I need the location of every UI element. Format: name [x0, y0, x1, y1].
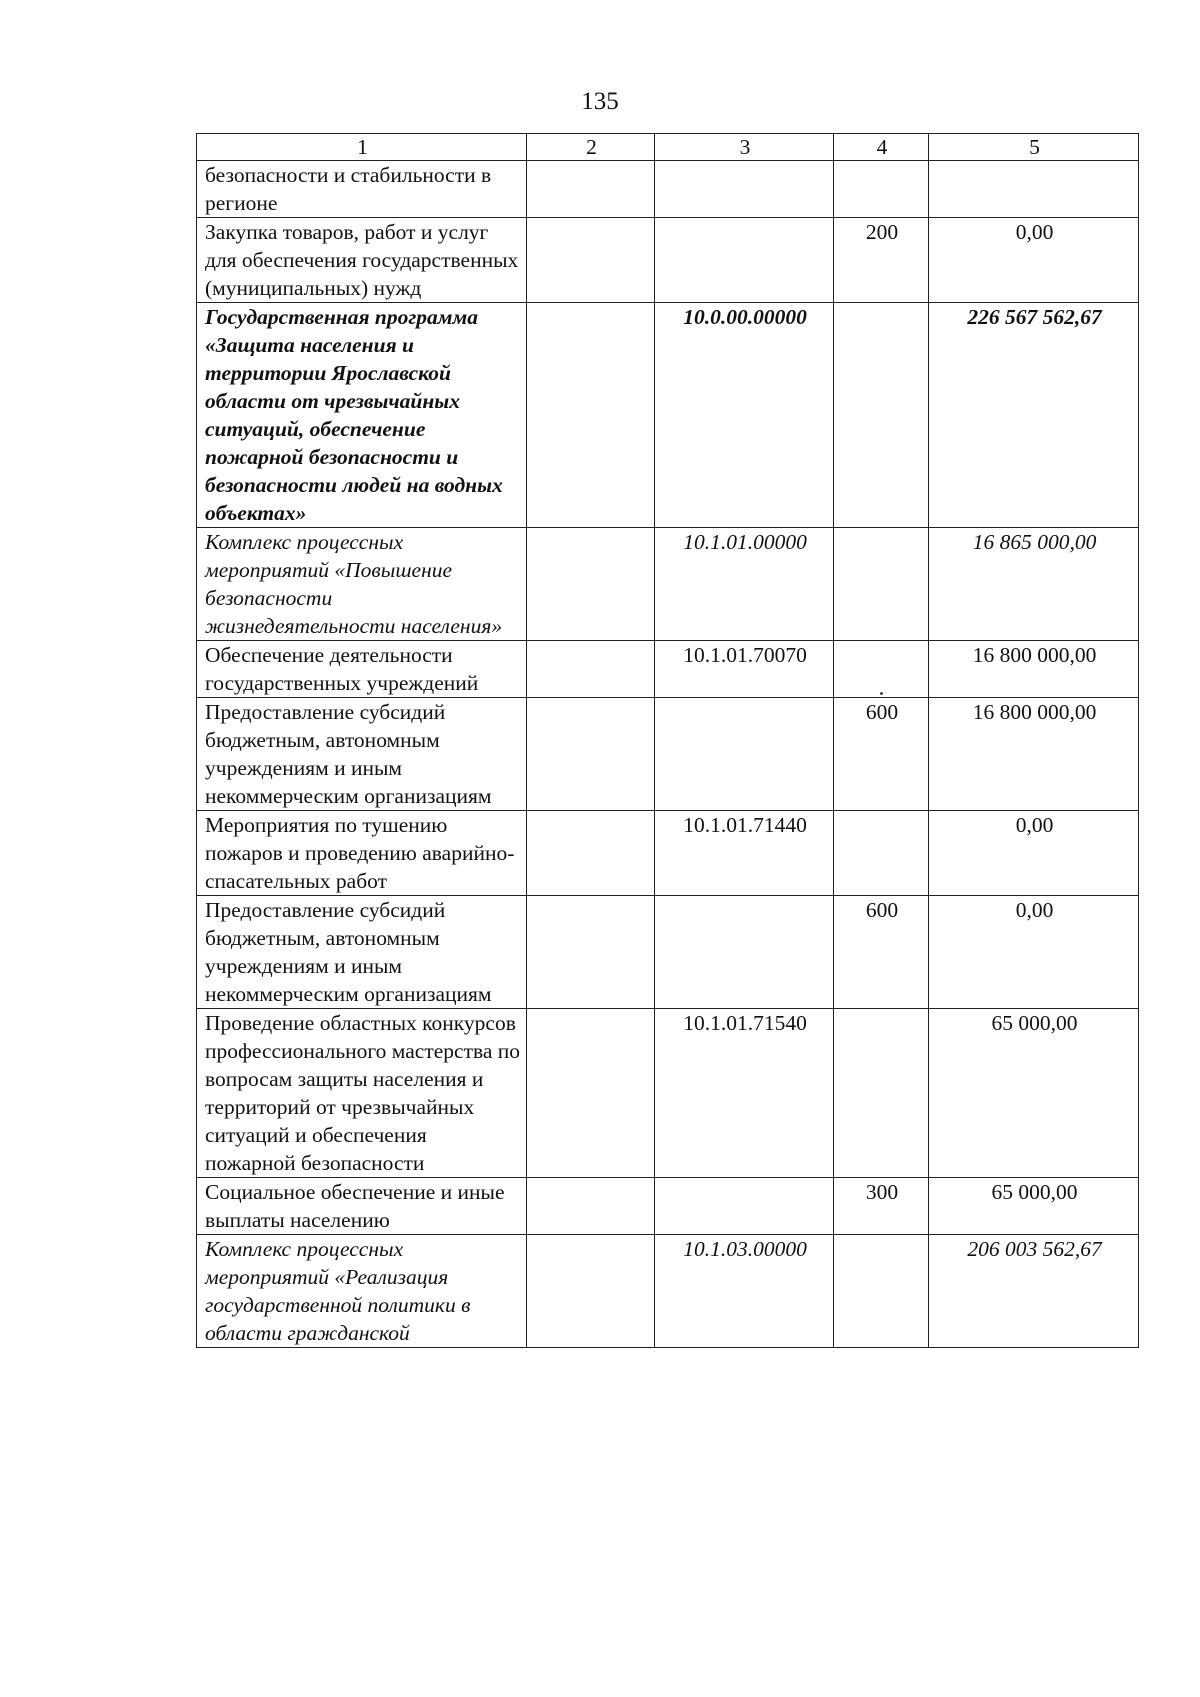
row-col-2: [527, 528, 655, 641]
row-amount: [929, 161, 1139, 218]
row-name: Комплекс процессных мероприятий «Повышение безопасности жизнедеятельности населения»: [197, 528, 527, 641]
row-name: Обеспечение деятельности государственных учреждений: [197, 641, 527, 698]
table-row: [197, 641, 1139, 698]
row-col-2: [527, 811, 655, 896]
row-amount: 226 567 562,67: [929, 303, 1139, 528]
table-row: [197, 1178, 1139, 1235]
row-amount: 16 800 000,00: [929, 641, 1139, 698]
row-name: безопасности и стабильности в регионе: [197, 161, 527, 218]
row-col-2: [527, 698, 655, 811]
row-name: Предоставление субсидий бюджетным, автономным учреждениям и иным некоммерческим организациям: [197, 698, 527, 811]
row-expense-kind: [834, 811, 929, 896]
row-expense-kind: [834, 528, 929, 641]
table-row: [197, 218, 1139, 303]
table-row: [197, 698, 1139, 811]
row-target-code: 10.0.00.00000: [655, 303, 834, 528]
row-expense-kind: [834, 641, 929, 698]
row-name: Закупка товаров, работ и услуг для обеспечения государственных (муниципальных) нужд: [197, 218, 527, 303]
header-col-2: 2: [527, 134, 655, 161]
row-expense-kind: [834, 1009, 929, 1178]
row-target-code: 10.1.01.71440: [655, 811, 834, 896]
row-target-code: 10.1.01.00000: [655, 528, 834, 641]
header-col-4: 4: [834, 134, 929, 161]
row-target-code: [655, 896, 834, 1009]
table-row: [197, 1009, 1139, 1178]
row-expense-kind: 300: [834, 1178, 929, 1235]
row-expense-kind: [834, 303, 929, 528]
table-row: [197, 896, 1139, 1009]
row-col-2: [527, 1009, 655, 1178]
row-target-code: 10.1.01.71540: [655, 1009, 834, 1178]
row-name: Мероприятия по тушению пожаров и проведению аварийно-спасательных работ: [197, 811, 527, 896]
header-col-1: 1: [197, 134, 527, 161]
table-row: [197, 528, 1139, 641]
row-target-code: [655, 218, 834, 303]
budget-table: [196, 133, 1139, 1348]
row-expense-kind: 600: [834, 698, 929, 811]
row-amount: 65 000,00: [929, 1178, 1139, 1235]
table-row: [197, 811, 1139, 896]
header-col-5: 5: [929, 134, 1139, 161]
row-expense-kind: [834, 161, 929, 218]
row-amount: 0,00: [929, 896, 1139, 1009]
scan-speck: [880, 692, 883, 695]
row-target-code: 10.1.03.00000: [655, 1235, 834, 1348]
row-name: Комплекс процессных мероприятий «Реализация государственной политики в области гражданской: [197, 1235, 527, 1348]
header-row: [197, 134, 1139, 161]
row-amount: 16 865 000,00: [929, 528, 1139, 641]
row-col-2: [527, 1178, 655, 1235]
row-col-2: [527, 641, 655, 698]
row-amount: 16 800 000,00: [929, 698, 1139, 811]
header-col-3: 3: [655, 134, 834, 161]
row-name: Проведение областных конкурсов профессионального мастерства по вопросам защиты населения и территорий от чрезвычайных ситуаций и обеспечения пожарной безопасности: [197, 1009, 527, 1178]
row-target-code: [655, 161, 834, 218]
row-col-2: [527, 1235, 655, 1348]
row-amount: 65 000,00: [929, 1009, 1139, 1178]
row-amount: 0,00: [929, 218, 1139, 303]
table-row: [197, 303, 1139, 528]
row-amount: 206 003 562,67: [929, 1235, 1139, 1348]
row-expense-kind: [834, 1235, 929, 1348]
row-col-2: [527, 218, 655, 303]
row-col-2: [527, 303, 655, 528]
row-target-code: 10.1.01.70070: [655, 641, 834, 698]
row-name: Государственная программа «Защита населения и территории Ярославской области от чрезвычайных ситуаций, обеспечение пожарной безопасности и безопасности людей на водных объектах»: [197, 303, 527, 528]
row-name: Социальное обеспечение и иные выплаты населению: [197, 1178, 527, 1235]
page-number: 135: [581, 88, 619, 115]
row-target-code: [655, 1178, 834, 1235]
row-col-2: [527, 161, 655, 218]
table-row: [197, 161, 1139, 218]
row-expense-kind: 600: [834, 896, 929, 1009]
row-target-code: [655, 698, 834, 811]
table-row: [197, 1235, 1139, 1348]
row-expense-kind: 200: [834, 218, 929, 303]
row-name: Предоставление субсидий бюджетным, автономным учреждениям и иным некоммерческим организациям: [197, 896, 527, 1009]
row-amount: 0,00: [929, 811, 1139, 896]
row-col-2: [527, 896, 655, 1009]
